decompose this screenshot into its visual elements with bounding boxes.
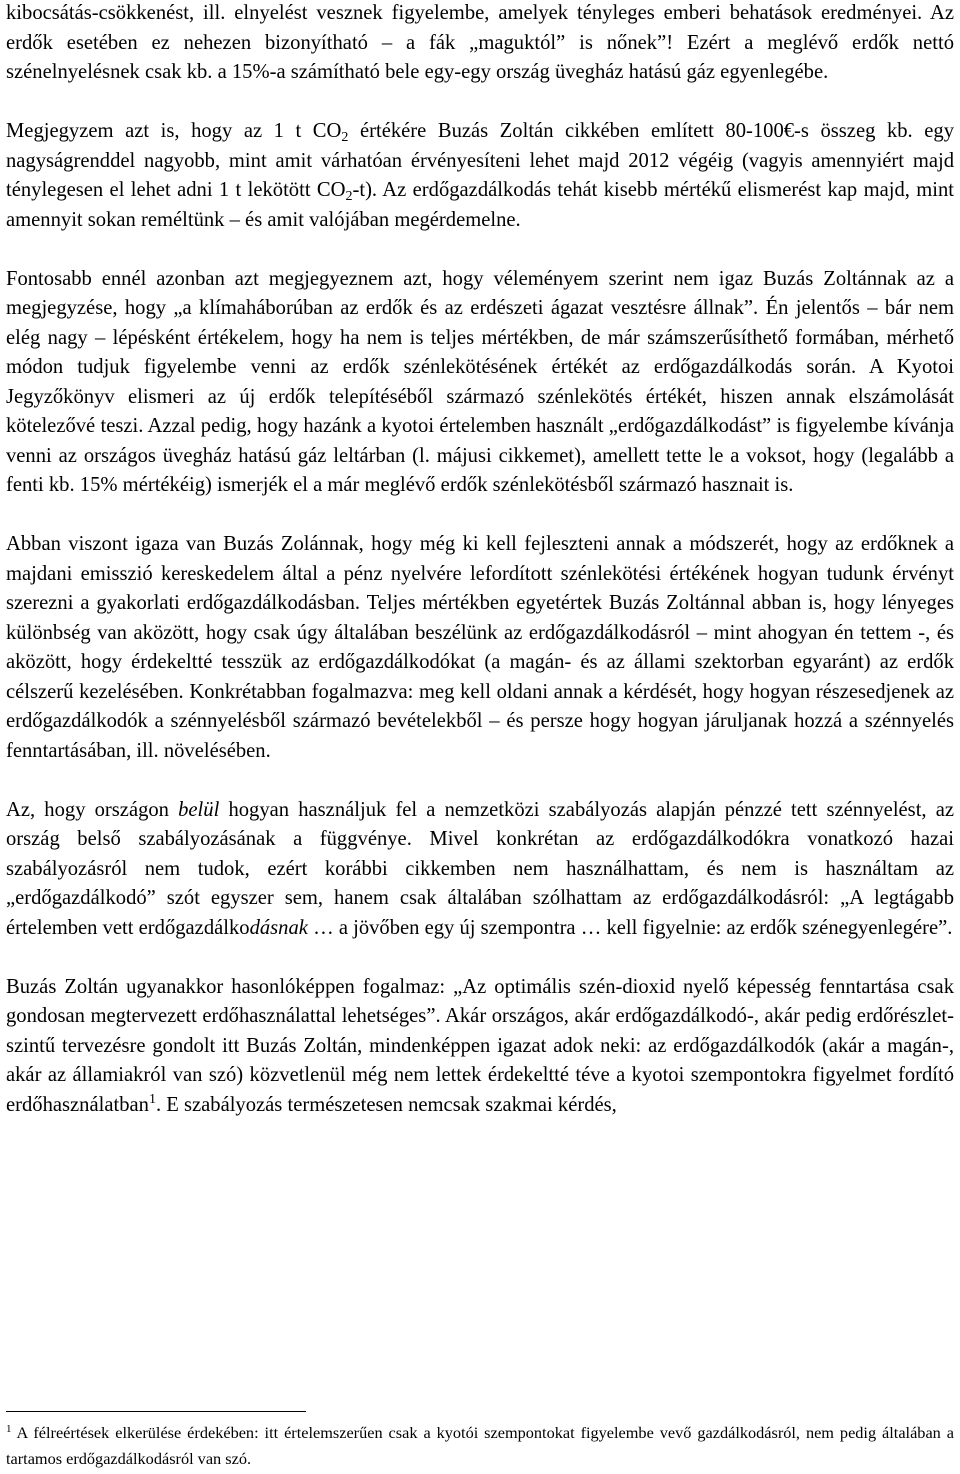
text-run: -t). Az erdőgazdálkodás tehát kisebb mértékű elismerést kap majd, mint amennyit sokan reméltünk – és amit valójában megérdemelne. <box>6 179 954 231</box>
footnote-separator <box>6 1411 306 1412</box>
text-run: Buzás Zoltán ugyanakkor hasonlóképpen fogalmaz: „Az optimális szén-dioxid nyelő képesség fenntartása csak gondosan megtervezett erdőhasználattal lehetséges”. Akár országos, akár erdőgazdálkodó-, akár pedig erdőrészlet-szintű tervezésre gondolt itt Buzás Zoltán, mindenképpen igazat adok neki: az erdőgazdálkodók (akár a magán-, akár az államiakról van szó) közvetlenül még nem lettek érdekeltté téve a kyotoi szempontokra figyelmet fordító erdőhasználatban <box>6 975 954 1116</box>
text-run: hogyan használjuk fel a nemzetközi szabályozás alapján pénzzé tett szénnyelést, az ország belső szabályozásának a függvénye. Mivel konkrétan az erdőgazdálkodókra vonatkozó hazai szabályozásról nem tudok, ezért korábbi cikkemben nem használhattam, és nem is használtam az „erdőgazdálkodó” szót egyszer sem, hanem csak általában szólhattam az erdőgazdálkodásról: „A legtágabb értelemben vett erdőgazdálko <box>6 798 954 939</box>
text-run: kibocsátás-csökkenést, ill. elnyelést vesznek figyelembe, amelyek tényleges emberi behatások eredményei. Az erdők esetében ez nehezen bizonyítható – a fák „maguktól” is nőnek”! Ezért a meglévő erdők nettó szénelnyelésnek csak kb. a 15%-a számítható bele egy-egy ország üvegház hatású gáz egyenlegébe. <box>6 2 954 83</box>
text-run: dásnak <box>249 916 308 939</box>
text-run: belül <box>178 798 220 821</box>
paragraph-5 <box>6 796 954 944</box>
paragraph-4 <box>6 530 954 766</box>
text-run: Abban viszont igaza van Buzás Zolánnak, hogy még ki kell fejleszteni annak a módszerét, hogy az erdőknek a majdani emisszió kereskedelem által a pénz nyelvére lefordított szénlekötési értékének hogyan tudunk érvényt szerezni a gyakorlati erdőgazdálkodásban. Teljes mértékben egyetértek Buzás Zoltánnal abban is, hogy lényeges különbség van aközött, hogy csak úgy általában beszélünk az erdőgazdálkodásról – mint ahogyan én tettem -, és aközött, hogy érdekeltté tesszük az erdőgazdálkodókat (a magán- és az állami szektorban egyaránt) az erdők célszerű kezelésében. Konkrétabban fogalmazva: meg kell oldani annak a kérdését, hogy hogyan részesedjenek az erdőgazdálkodók a szénnyelésből származó bevételekből – és persze hogy hogyan járuljanak hozzá a szénnyelés fenntartásában, ill. növelésében. <box>6 533 954 762</box>
footnote-text: A félreértések elkerülése érdekében: itt értelemszerűen csak a kyotói szempontokat figyelembe vevő gazdálkodásról, nem pedig általában a tartamos erdőgazdálkodásról van szó. <box>6 1423 954 1468</box>
text-run: . E szabályozás természetesen nemcsak szakmai kérdés, <box>155 1093 617 1116</box>
subscript: 2 <box>345 189 353 204</box>
paragraph-2 <box>6 117 954 235</box>
body-text <box>6 0 954 1120</box>
footnote-mark: 1 <box>6 1423 12 1435</box>
text-run: értékére Buzás Zoltán cikkében említett 80-100€-s összeg kb. egy nagyságrenddel nagyobb, mint amit várhatóan érvényesíteni lehet majd 2012 végéig (vagyis amennyiért majd ténylegesen el lehet adni 1 t lekötött CO <box>6 120 954 201</box>
paragraph-3 <box>6 265 954 501</box>
text-run: Megjegyzem azt is, hogy az 1 t CO <box>6 120 342 142</box>
footnote-reference: 1 <box>148 1091 156 1107</box>
text-run: Fontosabb ennél azonban azt megjegyeznem azt, hogy véleményem szerint nem igaz Buzás Zoltánnak az a megjegyzése, hogy „a klímaháborúban az erdők és az erdészeti ágazat vesztésre állnak”. Én jelentős – bár nem elég nagy – lépésként értékelem, hogy ha nem is teljes mértékben, de már számszerűsíthető formában, mérhető módon tudjuk figyelembe venni az erdők szénlekötésének értékét az erdőgazdálkodás során. A Kyotoi Jegyzőkönyv elismeri az új erdők telepítéséből származó szénlekötés értékét, hiszen annak elszámolását kötelezővé teszi. Azzal pedig, hogy hazánk a kyotoi értelemben használt „erdőgazdálkodást” is figyelembe kívánja venni az országos üvegház hatású gáz leltárban (l. májusi cikkemet), amellett tette le a voksot, hogy (legalább a fenti kb. 15% mértékéig) ismerjék el a már meglévő erdők szénlekötésből származó hasznait is. <box>6 267 954 496</box>
footnote <box>6 1420 954 1472</box>
text-run: … a jövőben egy új szempontra … kell figyelnie: az erdők szénegyenlegére”. <box>307 916 953 939</box>
paragraph-1 <box>6 0 954 88</box>
paragraph-6 <box>6 973 954 1121</box>
text-run: Az, hogy országon <box>6 798 179 821</box>
subscript: 2 <box>341 130 349 145</box>
